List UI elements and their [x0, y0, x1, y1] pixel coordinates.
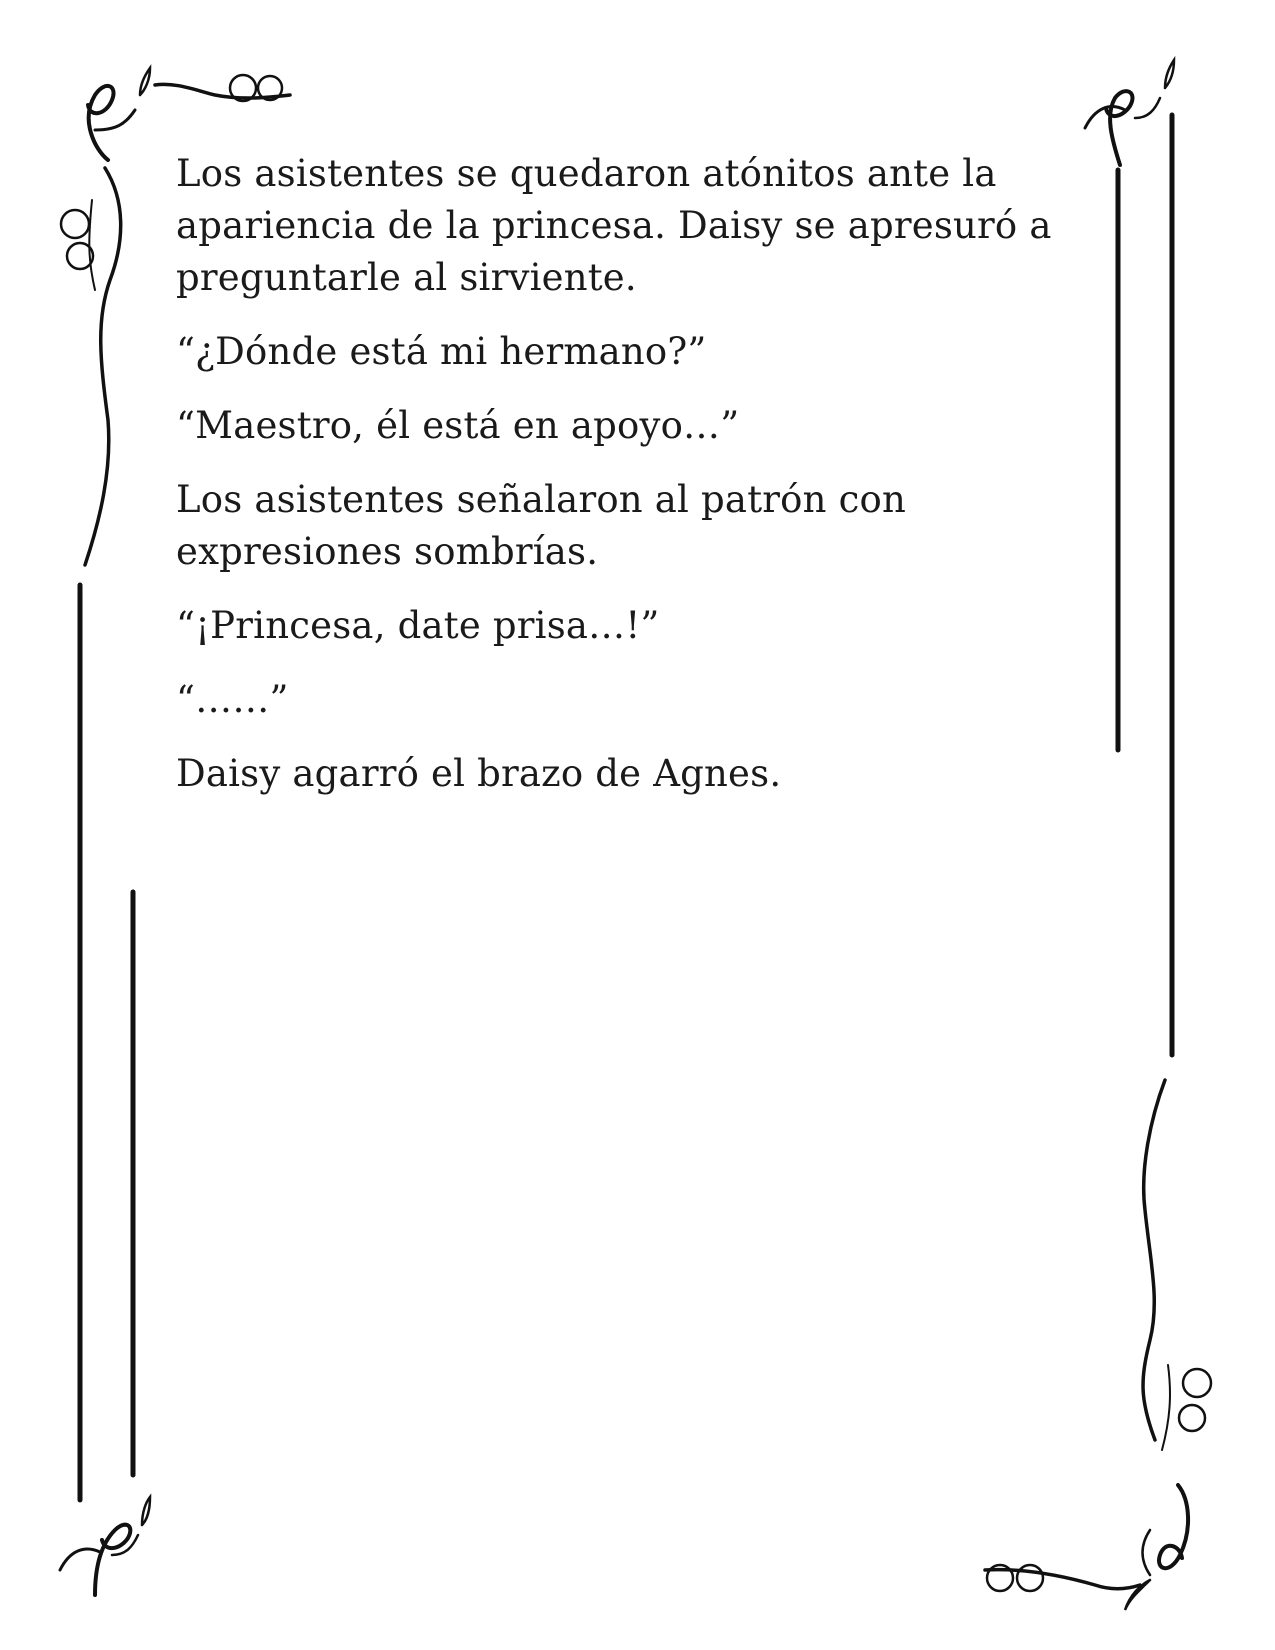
- bottom-right-flourish-icon: [985, 1080, 1211, 1610]
- paragraph: Los asistentes se quedaron atónitos ante la apariencia de la princesa. Daisy se apresuró a preguntarle al sirviente.: [176, 152, 1052, 299]
- document-body: [176, 148, 1076, 822]
- paragraph: “¡Princesa, date prisa…!”: [176, 604, 660, 647]
- paragraph: “……”: [176, 678, 289, 721]
- paragraph: “¿Dónde está mi hermano?”: [176, 330, 707, 373]
- paragraph: “Maestro, él está en apoyo…”: [176, 404, 740, 447]
- paragraph: Daisy agarró el brazo de Agnes.: [176, 752, 782, 795]
- paragraph: Los asistentes señalaron al patrón con expresiones sombrías.: [176, 478, 907, 573]
- bottom-left-flourish-icon: [60, 1497, 150, 1595]
- top-right-flourish-icon: [1085, 60, 1174, 165]
